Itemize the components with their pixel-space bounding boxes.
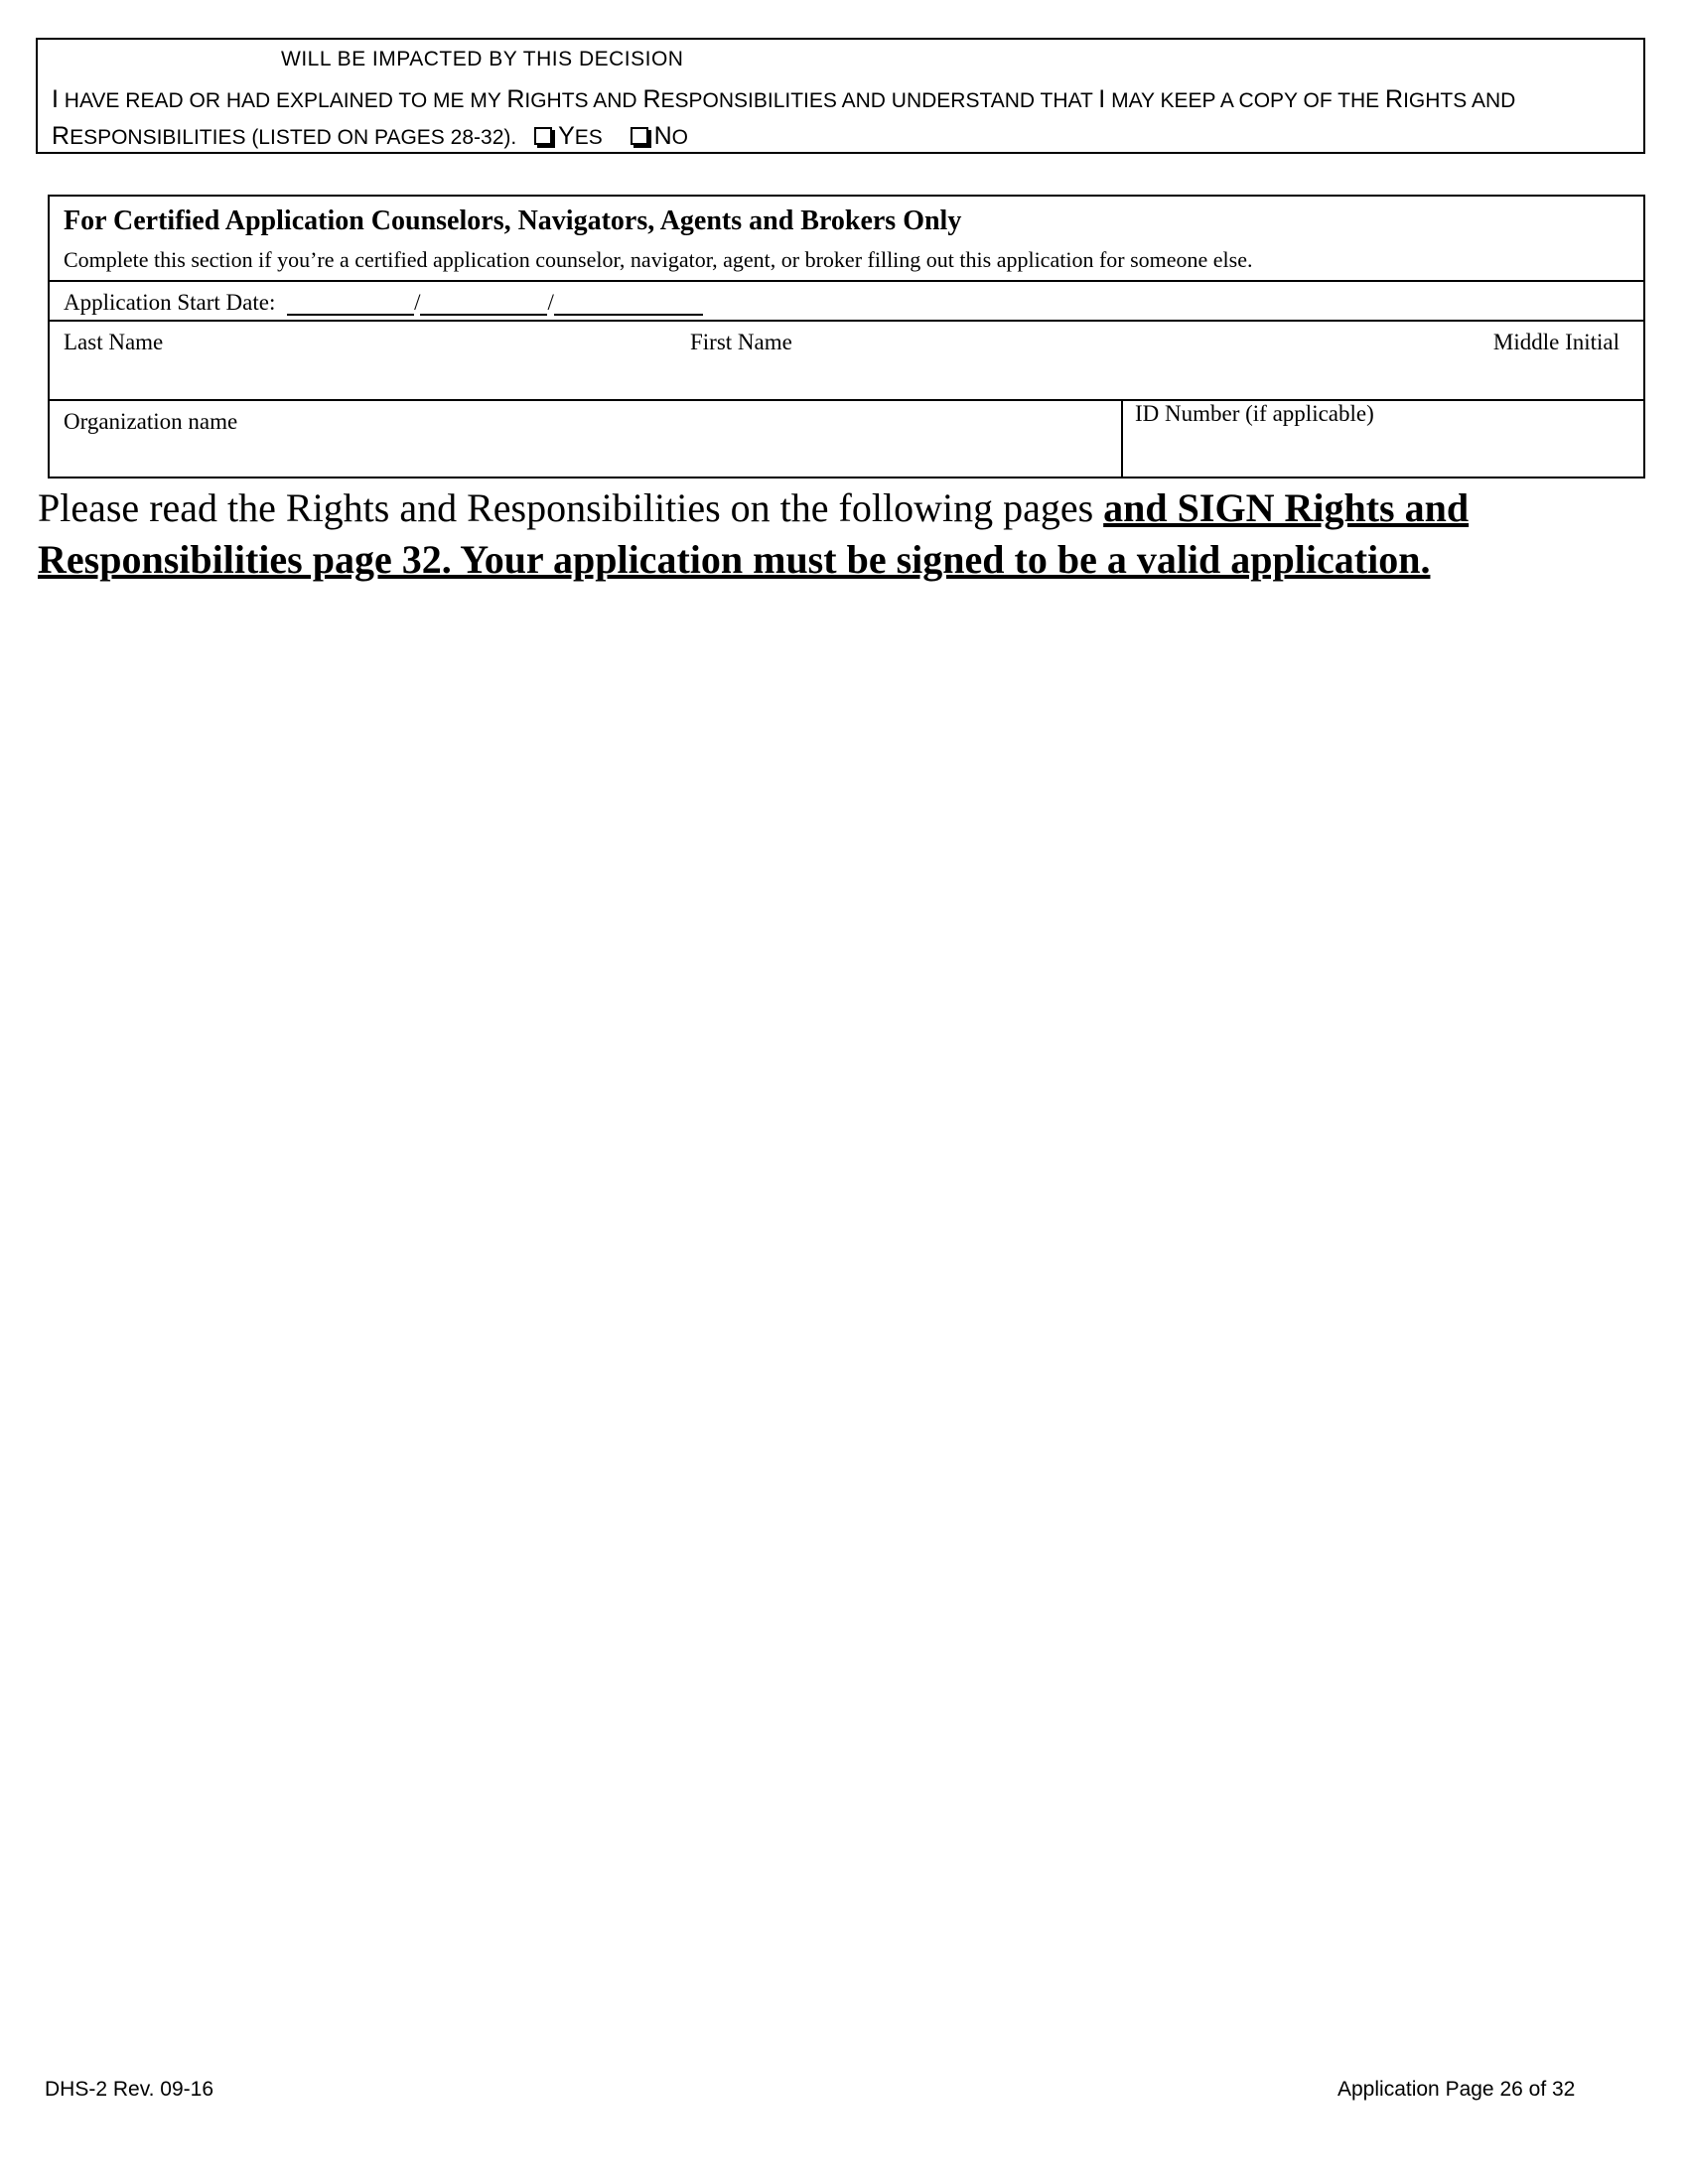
divider: [50, 280, 1643, 282]
divider: [50, 399, 1643, 401]
signature-notice: [38, 482, 1666, 586]
notice-text: Please read the Rights and Responsibilities on the following pages: [38, 485, 1104, 530]
counselor-section: [48, 195, 1645, 478]
yes-checkbox[interactable]: [534, 127, 552, 145]
start-date-label: Application Start Date:: [64, 290, 276, 315]
start-date-month-blank[interactable]: [287, 292, 414, 316]
no-option[interactable]: [619, 122, 688, 151]
form-id: DHS-2 Rev. 09-16: [45, 2078, 214, 2101]
divider: [1121, 399, 1123, 478]
no-label: NO: [653, 122, 689, 150]
ack-rights-line-1: I HAVE READ OR HAD EXPLAINED TO ME MY RIGHTS AND RESPONSIBILITIES AND UNDERSTAND THAT I MAY KEEP A COPY OF THE RIGHTS AND: [52, 85, 1516, 113]
date-separator: /: [414, 290, 421, 315]
application-start-date-field[interactable]: [64, 290, 703, 316]
counselor-section-instructions: Complete this section if you’re a certified application counselor, navigator, agent, or broker filling out this application for someone else.: [64, 247, 1253, 272]
page-number: Application Page 26 of 32: [1337, 2078, 1576, 2101]
ack-rights-line-2: [52, 122, 688, 151]
divider: [50, 320, 1643, 322]
date-separator: /: [547, 290, 554, 315]
yes-label: YES: [558, 122, 603, 150]
start-date-year-blank[interactable]: [554, 292, 703, 316]
last-name-field[interactable]: Last Name: [64, 330, 164, 354]
yes-option[interactable]: [522, 122, 603, 151]
start-date-day-blank[interactable]: [420, 292, 547, 316]
counselor-section-title: For Certified Application Counselors, Navigators, Agents and Brokers Only: [64, 205, 962, 236]
ack-rights-line-2-text: RESPONSIBILITIES (LISTED ON PAGES 28-32).: [52, 122, 517, 150]
middle-initial-field[interactable]: Middle Initial: [1492, 330, 1619, 354]
acknowledgement-box: [36, 38, 1645, 154]
first-name-field[interactable]: First Name: [690, 330, 792, 354]
ack-decision-line: WILL BE IMPACTED BY THIS DECISION: [281, 48, 684, 70]
organization-name-field[interactable]: Organization name: [64, 409, 238, 434]
notice-emphasis: and SIGN Rights and Responsibilities page 32. Your application must be signed to be a valid application.: [38, 485, 1470, 582]
no-checkbox[interactable]: [631, 127, 648, 145]
id-number-field[interactable]: ID Number (if applicable): [1135, 401, 1374, 426]
